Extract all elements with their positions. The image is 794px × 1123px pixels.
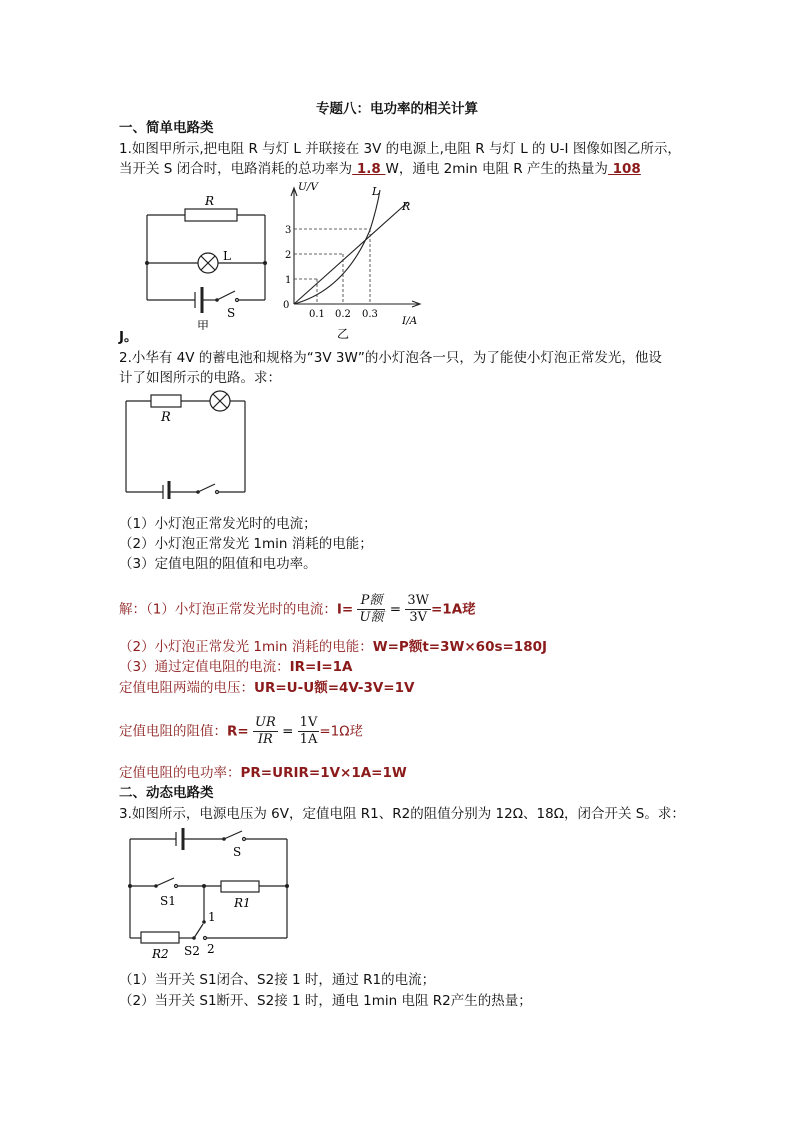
q3-label-2: 2	[207, 942, 215, 956]
page-title: 专题八：电功率的相关计算	[316, 101, 478, 117]
q2-part3: （3）定值电阻的阻值和电功率。	[119, 556, 317, 572]
q1-graph-ylabel: U/V	[298, 181, 318, 193]
section-heading-2: 二、动态电路类	[119, 785, 214, 801]
q1-graph-xtick: 0.1	[309, 309, 325, 320]
q1-label-S: S	[227, 306, 236, 320]
q1-graph-xtick: 0.3	[362, 309, 378, 320]
q1-label-R: R	[205, 194, 215, 208]
q3-label-S1: S1	[160, 894, 176, 908]
section-heading-1: 一、简单电路类	[119, 120, 214, 136]
q2-solution-1: 解：（1）小灯泡正常发光时的电流：I= $\frac{\text{P额}}{\text{U额}}$ = $\frac{3W}{3V}$ =1A珯	[119, 593, 476, 625]
q3-label-S: S	[233, 845, 242, 859]
q2-line1: 2.小华有 4V 的蓄电池和规格为“3V 3W”的小灯泡各一只，为了能使小灯泡正常发光，他设	[119, 350, 662, 366]
q3-label-R1: R1	[234, 896, 251, 910]
q1-text-a: 当开关 S 闭合时，电路消耗的总功率为	[119, 161, 353, 177]
q1-graph-curve-label-L: L	[372, 185, 380, 198]
q1-line3: J。	[119, 329, 138, 345]
q1-answer-heat: 108	[607, 161, 641, 177]
q3-part1: （1）当开关 S1闭合、S2接 1 时，通过 R1的电流；	[119, 972, 436, 988]
q3-circuit	[124, 826, 296, 966]
q1-graph-curve-label-R: R	[402, 200, 411, 213]
q1-caption-yi: 乙	[337, 327, 350, 340]
q2-part2: （2）小灯泡正常发光 1min 消耗的电能；	[119, 536, 373, 552]
q2-solution-3: （3）通过定值电阻的电流：IR=I=1A	[119, 659, 353, 675]
q2-solution-2: （2）小灯泡正常发光 1min 消耗的电能：W=P额t=3W×60s=180J	[119, 639, 548, 655]
q3-label-R2: R2	[152, 947, 169, 961]
q2-solution-6: 定值电阻的电功率：PR=URIR=1V×1A=1W	[119, 765, 407, 781]
q1-graph-xlabel: I/A	[402, 315, 418, 327]
q3-part2: （2）当开关 S1断开、S2接 1 时，通电 1min 电阻 R2产生的热量；	[119, 993, 532, 1009]
q1-graph-ytick: 1	[285, 275, 292, 286]
q3-line1: 3.如图所示，电源电压为 6V，定值电阻 R1、R2的阻值分别为 12Ω、18Ω，闭合开关 S。求：	[119, 806, 685, 822]
q1-graph-yi	[280, 178, 430, 340]
q1-line2	[119, 159, 641, 179]
q1-graph-ytick: 3	[285, 225, 292, 236]
q2-label-R: R	[161, 410, 171, 425]
q1-label-L: L	[223, 249, 231, 263]
q1-line1: 1.如图甲所示,把电阻 R 与灯 L 并联接在 3V 的电源上,电阻 R 与灯 L 的 U-I 图像如图乙所示，	[119, 141, 681, 157]
q1-text-b: W，通电 2min 电阻 R 产生的热量为	[385, 161, 608, 177]
q2-solution-4: 定值电阻两端的电压：UR=U-U额=4V-3V=1V	[119, 680, 415, 696]
q2-line2: 计了如图所示的电路。求：	[119, 370, 281, 386]
q2-solution-5: 定值电阻的阻值：R= $\frac{UR}{IR}$ = $\frac{1V}{1A}$ =1Ω珯	[119, 715, 364, 747]
q1-graph-ytick: 2	[285, 250, 292, 261]
q1-answer-power: 1.8	[352, 161, 386, 177]
q2-part1: （1）小灯泡正常发光时的电流；	[119, 516, 317, 532]
q2-circuit	[118, 388, 253, 500]
q1-graph-xtick: 0.2	[335, 309, 351, 320]
q1-circuit-jia	[135, 190, 280, 330]
q3-label-1: 1	[208, 910, 216, 924]
q1-graph-origin: 0	[283, 300, 290, 311]
q1-graph-curve-L	[294, 190, 380, 304]
q1-graph-line-R	[294, 200, 411, 304]
q3-label-S2: S2	[184, 944, 200, 958]
q1-caption-jia: 甲	[197, 319, 210, 330]
